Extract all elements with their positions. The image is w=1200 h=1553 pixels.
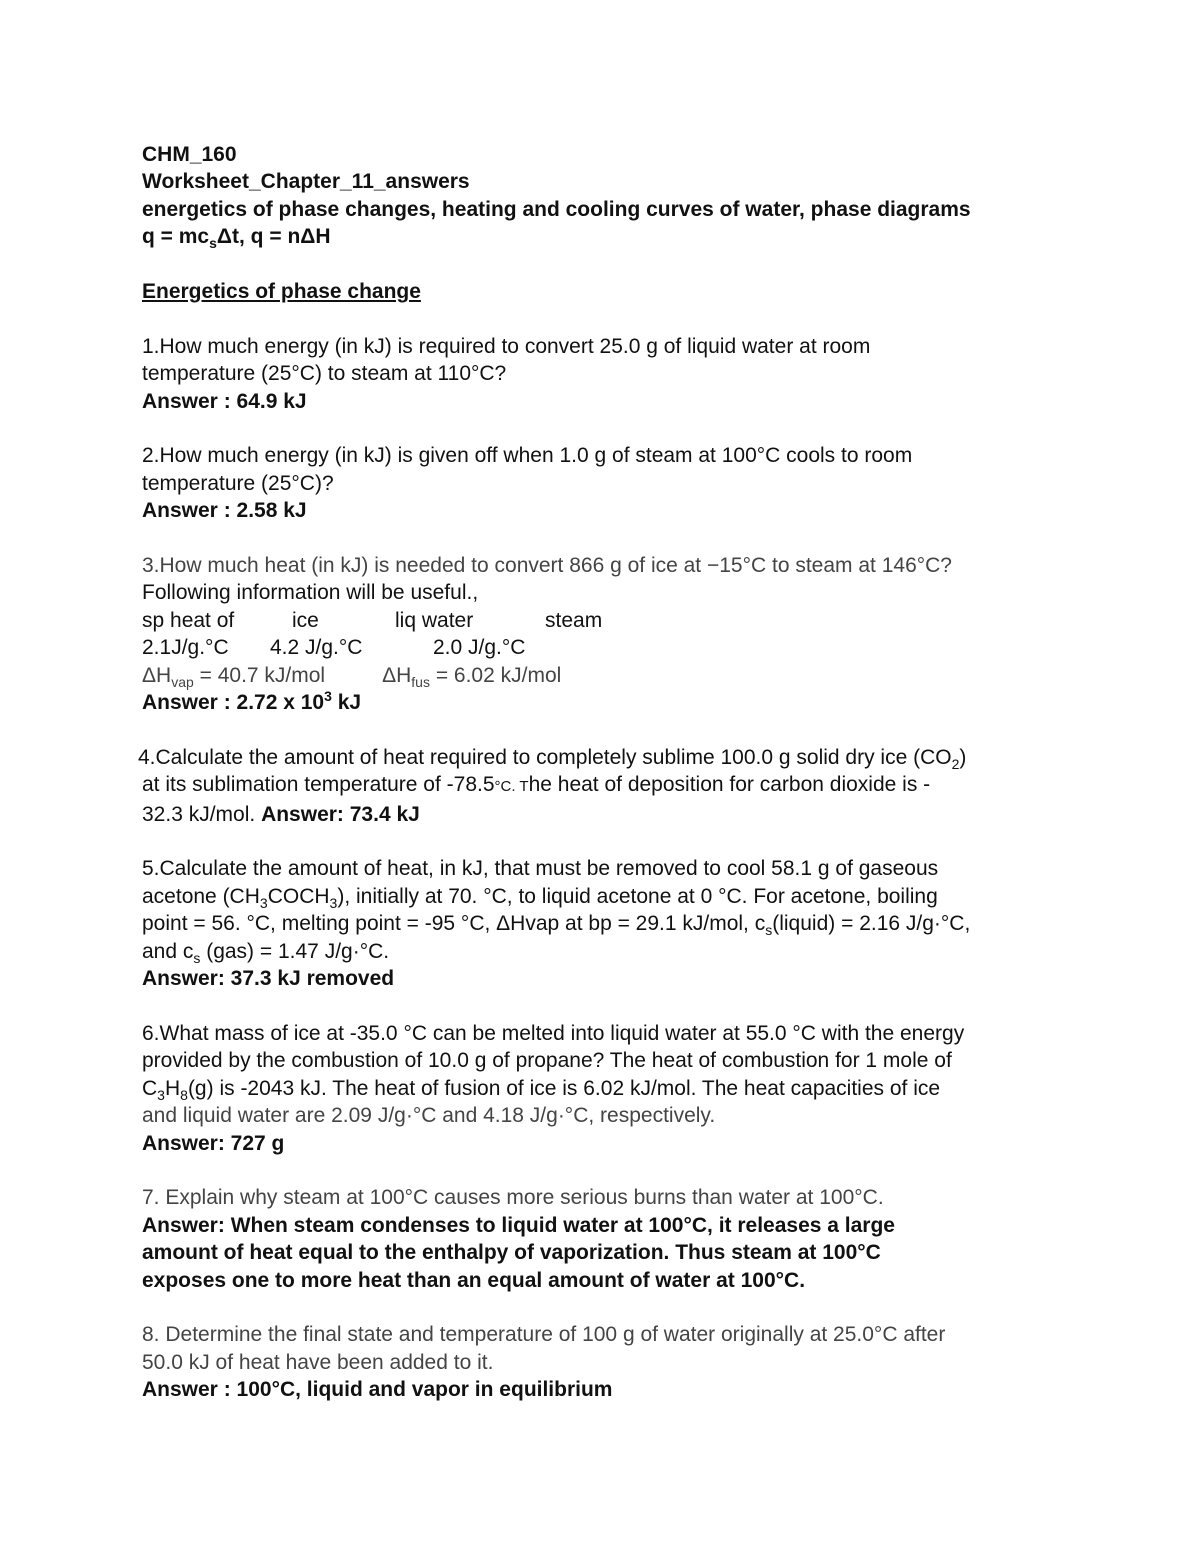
course-code: CHM_160 xyxy=(142,143,237,166)
answer-4: Answer: 73.4 kJ xyxy=(261,802,420,826)
section-heading: Energetics of phase change xyxy=(142,280,421,304)
answer-2: Answer : 2.58 kJ xyxy=(142,499,307,523)
worksheet-page xyxy=(138,141,1072,1404)
specific-heat-values: 2.1J/g.°C 4.2 J/g.°C 2.0 J/g.°C xyxy=(142,636,526,660)
question-2: 2.How much energy (in kJ) is given off when 1.0 g of steam at 100°C cools to room temperature (25°C)? Answer : 2.58 kJ xyxy=(142,442,1072,524)
answer-6: Answer: 727 g xyxy=(142,1131,285,1155)
worksheet-title: Worksheet_Chapter_11_answers xyxy=(142,170,470,194)
specific-heat-table: sp heat of ice liq water steam xyxy=(142,608,603,632)
enthalpy-values: $\Delta H_{vap} = 40.7$ kJ/mol $\Delta H_{fus} = 6.02$ kJ/mol xyxy=(142,663,562,690)
question-4: 4.Calculate the amount of heat required to completely sublime 100.0 g solid dry ice $(CO_2)$ at its sublimation temperature of -78.5°C. The heat of deposition for carbon dioxide is - 32.3 kJ/mol. Answer: 73.4 kJ xyxy=(138,745,967,826)
answer-7: Answer: When steam condenses to liquid water at 100°C, it releases a large xyxy=(142,1213,895,1237)
answer-3: Answer : 2.72 x $10^3$ kJ xyxy=(142,688,362,715)
question-5: 5.Calculate the amount of heat, in kJ, that must be removed to cool 58.1 g of gaseous acetone $(CH_3COCH_3)$, initially at 70. °C, to liquid acetone at 0 °C. For acetone, boiling point = 56. °C, melting point = -95 °C, ΔHvap at bp = 29.1 kJ/mol, $c_s(liquid) = 2.16$ J/g·°C, and $c_s$ (gas) = 1.47 J/g·°C. Answer: 37.3 kJ removed xyxy=(142,855,1072,992)
answer-1: Answer : 64.9 kJ xyxy=(142,389,307,413)
question-6: 6.What mass of ice at -35.0 °C can be melted into liquid water at 55.0 °C with the energy provided by the combustion of 10.0 g of propane? The heat of combustion for 1 mole of $C_3H_8(g)$ is -2043 kJ. The heat of fusion of ice is 6.02 kJ/mol. The heat capacities of ice and liquid water are 2.09 J/g·°C and 4.18 J/g·°C, respectively. Answer: 727 g xyxy=(142,1020,1072,1157)
question-7: 7. Explain why steam at 100°C causes more serious burns than water at 100°C. Answer: When steam condenses to liquid water at 100°C, it releases a large amount of heat equal to the enthalpy of vaporization. Thus steam at 100°C exposes one to more heat than an equal amount of water at 100°C. xyxy=(142,1184,1072,1294)
answer-8: Answer : 100°C, liquid and vapor in equilibrium xyxy=(142,1378,613,1402)
question-3: 3.How much heat (in kJ) is needed to convert 866 g of ice at −15°C to steam at 146°C? Following information will be useful., sp heat of ice liq water steam 2.1J/g.°C 4.2 J/g.°C 2.0 J/g.°C $\Delta H_{vap} = 40.7$ kJ/mol $\Delta H_{fus} = 6.02$ kJ/mol Answer : 2.72 x $10^3$ kJ xyxy=(142,552,1072,716)
question-1: 1.How much energy (in kJ) is required to convert 25.0 g of liquid water at room temperature (25°C) to steam at 110°C? Answer : 64.9 kJ xyxy=(142,333,1072,415)
answer-5: Answer: 37.3 kJ removed xyxy=(142,967,395,991)
question-8: 8. Determine the final state and temperature of 100 g of water originally at 25.0°C after 50.0 kJ of heat have been added to it. Answer : 100°C, liquid and vapor in equilibrium xyxy=(142,1321,1072,1403)
worksheet-formulas: $q = mc_s\Delta t$, q = nΔH xyxy=(142,225,331,252)
worksheet-topics: energetics of phase changes, heating and cooling curves of water, phase diagrams xyxy=(142,197,971,221)
